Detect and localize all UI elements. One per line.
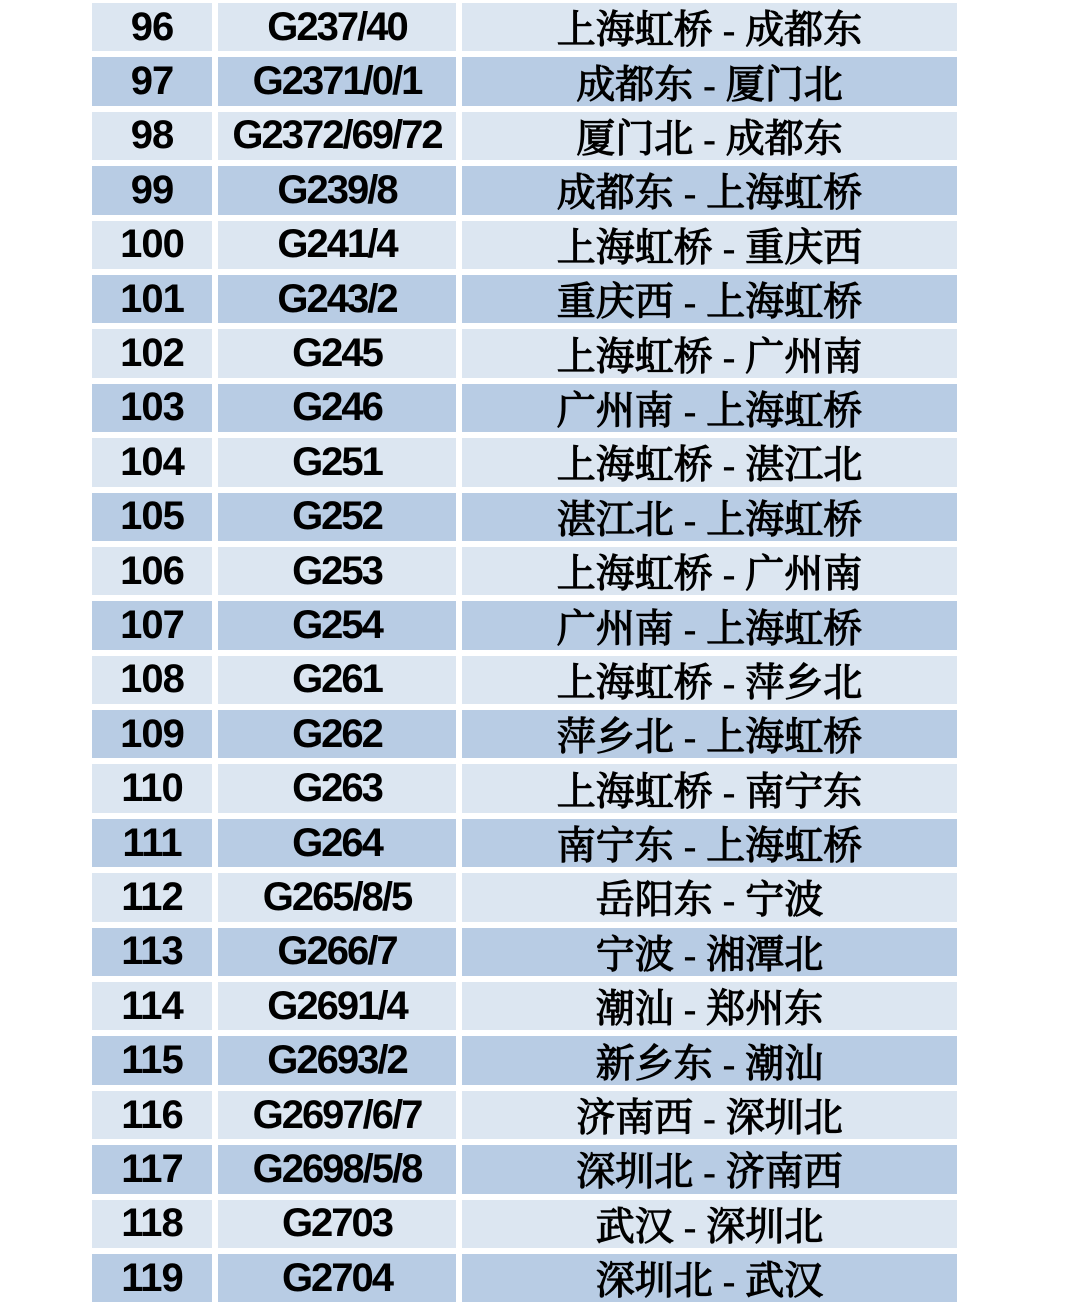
row-number-cell: 98 — [92, 112, 212, 160]
route-cell: 济南西 - 深圳北 — [462, 1091, 957, 1139]
table-row — [92, 493, 957, 541]
row-number-cell: 119 — [92, 1254, 212, 1302]
train-number-cell: G2372/69/72 — [218, 112, 456, 160]
table-row — [92, 112, 957, 160]
train-number-cell: G2704 — [218, 1254, 456, 1302]
train-number-cell: G262 — [218, 710, 456, 758]
train-number-cell: G2693/2 — [218, 1036, 456, 1084]
row-number-cell: 116 — [92, 1091, 212, 1139]
row-number-cell: 99 — [92, 166, 212, 214]
row-number-cell: 117 — [92, 1145, 212, 1193]
train-number-cell: G237/40 — [218, 3, 456, 51]
route-cell: 重庆西 - 上海虹桥 — [462, 275, 957, 323]
route-cell: 上海虹桥 - 成都东 — [462, 3, 957, 51]
row-number-cell: 114 — [92, 982, 212, 1030]
table-row — [92, 384, 957, 432]
route-cell: 萍乡北 - 上海虹桥 — [462, 710, 957, 758]
train-number-cell: G2698/5/8 — [218, 1145, 456, 1193]
route-cell: 湛江北 - 上海虹桥 — [462, 493, 957, 541]
route-cell: 广州南 - 上海虹桥 — [462, 384, 957, 432]
row-number-cell: 112 — [92, 873, 212, 921]
table-row — [92, 275, 957, 323]
table-row — [92, 928, 957, 976]
table-row — [92, 1036, 957, 1084]
route-cell: 上海虹桥 - 南宁东 — [462, 764, 957, 812]
route-cell: 岳阳东 - 宁波 — [462, 873, 957, 921]
route-cell: 上海虹桥 - 湛江北 — [462, 438, 957, 486]
table-row — [92, 1145, 957, 1193]
route-cell: 厦门北 - 成都东 — [462, 112, 957, 160]
table-row — [92, 57, 957, 105]
train-number-cell: G241/4 — [218, 221, 456, 269]
train-number-cell: G251 — [218, 438, 456, 486]
train-schedule-table — [92, 3, 957, 1302]
train-number-cell: G266/7 — [218, 928, 456, 976]
train-number-cell: G263 — [218, 764, 456, 812]
train-number-cell: G2703 — [218, 1200, 456, 1248]
table-row — [92, 1091, 957, 1139]
row-number-cell: 104 — [92, 438, 212, 486]
table-row — [92, 438, 957, 486]
row-number-cell: 102 — [92, 329, 212, 377]
table-row — [92, 166, 957, 214]
route-cell: 新乡东 - 潮汕 — [462, 1036, 957, 1084]
table-row — [92, 873, 957, 921]
train-number-cell: G245 — [218, 329, 456, 377]
row-number-cell: 115 — [92, 1036, 212, 1084]
table-row — [92, 1254, 957, 1302]
row-number-cell: 113 — [92, 928, 212, 976]
table-row — [92, 221, 957, 269]
train-number-cell: G261 — [218, 656, 456, 704]
table-row — [92, 656, 957, 704]
table-row — [92, 710, 957, 758]
train-number-cell: G265/8/5 — [218, 873, 456, 921]
table-row — [92, 1200, 957, 1248]
table-row — [92, 819, 957, 867]
route-cell: 上海虹桥 - 重庆西 — [462, 221, 957, 269]
route-cell: 成都东 - 上海虹桥 — [462, 166, 957, 214]
row-number-cell: 108 — [92, 656, 212, 704]
table-row — [92, 601, 957, 649]
row-number-cell: 110 — [92, 764, 212, 812]
route-cell: 深圳北 - 武汉 — [462, 1254, 957, 1302]
train-number-cell: G264 — [218, 819, 456, 867]
train-number-cell: G2697/6/7 — [218, 1091, 456, 1139]
table-row — [92, 3, 957, 51]
table-row — [92, 982, 957, 1030]
row-number-cell: 101 — [92, 275, 212, 323]
row-number-cell: 100 — [92, 221, 212, 269]
row-number-cell: 97 — [92, 57, 212, 105]
row-number-cell: 105 — [92, 493, 212, 541]
row-number-cell: 107 — [92, 601, 212, 649]
table-row — [92, 329, 957, 377]
route-cell: 上海虹桥 - 广州南 — [462, 329, 957, 377]
row-number-cell: 96 — [92, 3, 212, 51]
route-cell: 深圳北 - 济南西 — [462, 1145, 957, 1193]
route-cell: 武汉 - 深圳北 — [462, 1200, 957, 1248]
train-number-cell: G2691/4 — [218, 982, 456, 1030]
train-number-cell: G243/2 — [218, 275, 456, 323]
train-number-cell: G2371/0/1 — [218, 57, 456, 105]
table-row — [92, 547, 957, 595]
row-number-cell: 103 — [92, 384, 212, 432]
route-cell: 潮汕 - 郑州东 — [462, 982, 957, 1030]
route-cell: 广州南 - 上海虹桥 — [462, 601, 957, 649]
route-cell: 南宁东 - 上海虹桥 — [462, 819, 957, 867]
route-cell: 成都东 - 厦门北 — [462, 57, 957, 105]
row-number-cell: 109 — [92, 710, 212, 758]
route-cell: 宁波 - 湘潭北 — [462, 928, 957, 976]
table-row — [92, 764, 957, 812]
train-number-cell: G246 — [218, 384, 456, 432]
train-number-cell: G254 — [218, 601, 456, 649]
row-number-cell: 106 — [92, 547, 212, 595]
train-number-cell: G252 — [218, 493, 456, 541]
row-number-cell: 111 — [92, 819, 212, 867]
route-cell: 上海虹桥 - 广州南 — [462, 547, 957, 595]
train-number-cell: G239/8 — [218, 166, 456, 214]
route-cell: 上海虹桥 - 萍乡北 — [462, 656, 957, 704]
train-number-cell: G253 — [218, 547, 456, 595]
row-number-cell: 118 — [92, 1200, 212, 1248]
